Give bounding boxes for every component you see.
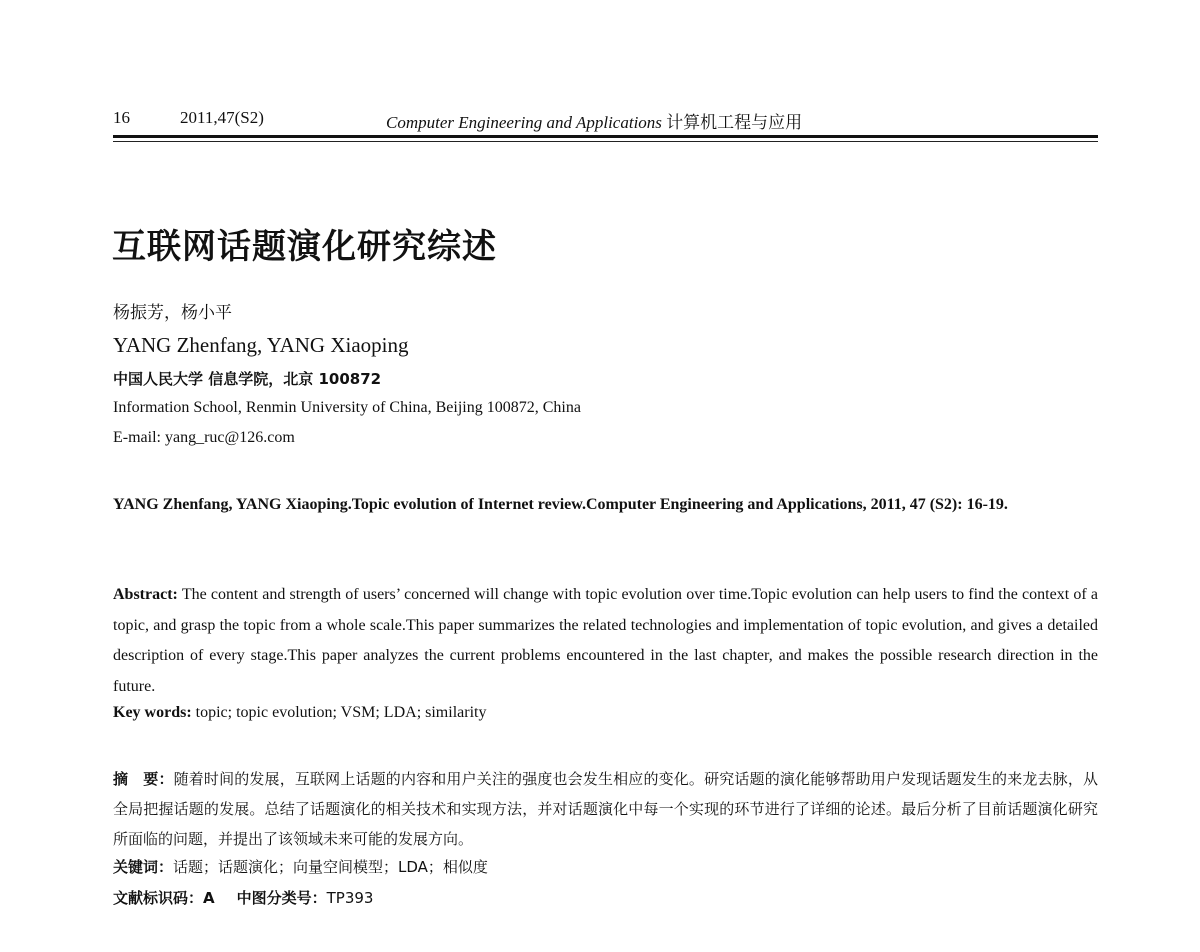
doc-code: A xyxy=(203,889,215,907)
affiliation-en: Information School, Renmin University of China, Beijing 100872, China xyxy=(113,399,581,416)
abstract-cn-label: 摘 要： xyxy=(113,770,174,788)
keywords-cn xyxy=(113,856,488,877)
keywords-cn-text: 话题；话题演化；向量空间模型；LDA；相似度 xyxy=(173,858,488,876)
abstract-cn-text: 随着时间的发展，互联网上话题的内容和用户关注的强度也会发生相应的变化。研究话题的演化能够帮助用户发现话题发生的来龙去脉，从全局把握话题的发展。总结了话题演化的相关技术和实现方法，并对话题演化中每一个实现的环节进行了详细的论述。最后分析了目前话题演化研究所面临的问题，并提出了该领域未来可能的发展方向。 xyxy=(113,770,1098,848)
page-number: 16 xyxy=(113,108,130,127)
citation: YANG Zhenfang, YANG Xiaoping.Topic evolution of Internet review.Computer Engineering and Applications, 2011, 47 (S2): 16-19. xyxy=(113,496,1008,513)
abstract-cn xyxy=(113,764,1098,854)
authors-cn: 杨振芳，杨小平 xyxy=(113,303,232,323)
keywords-en xyxy=(113,704,486,722)
journal-name-en: Computer Engineering and Applications xyxy=(386,113,662,132)
journal-name xyxy=(386,108,802,133)
doc-code-label: 文献标识码： xyxy=(113,889,204,907)
abstract-en xyxy=(113,580,1098,702)
classification-codes xyxy=(113,887,373,908)
journal-name-cn: 计算机工程与应用 xyxy=(666,113,803,132)
author-email: E-mail: yang_ruc@126.com xyxy=(113,429,295,446)
paper-title: 互联网话题演化研究综述 xyxy=(112,227,497,267)
affiliation-cn: 中国人民大学 信息学院，北京 100872 xyxy=(113,370,382,388)
keywords-cn-label: 关键词： xyxy=(113,858,174,876)
keywords-label: Key words: xyxy=(113,704,192,721)
abstract-label: Abstract: xyxy=(113,586,178,603)
authors-en: YANG Zhenfang, YANG Xiaoping xyxy=(113,333,409,357)
volume-issue: 2011,47(S2) xyxy=(180,108,264,127)
keywords-text: topic; topic evolution; VSM; LDA; similarity xyxy=(195,704,487,721)
clc-code: TP393 xyxy=(326,889,374,907)
running-head xyxy=(113,108,1098,132)
clc-label: 中图分类号： xyxy=(236,889,327,907)
abstract-text: The content and strength of users’ concerned will change with topic evolution over time.Topic evolution can help users to find the context of a topic, and grasp the topic from a whole scale.This paper summarizes the related technologies and implementation of topic evolution, and gives a detailed description of every stage.This paper analyzes the current problems encountered in the last chapter, and makes the possible research direction in the future. xyxy=(113,586,1099,695)
header-rule-thick xyxy=(113,135,1098,138)
header-rule-thin xyxy=(113,141,1098,142)
